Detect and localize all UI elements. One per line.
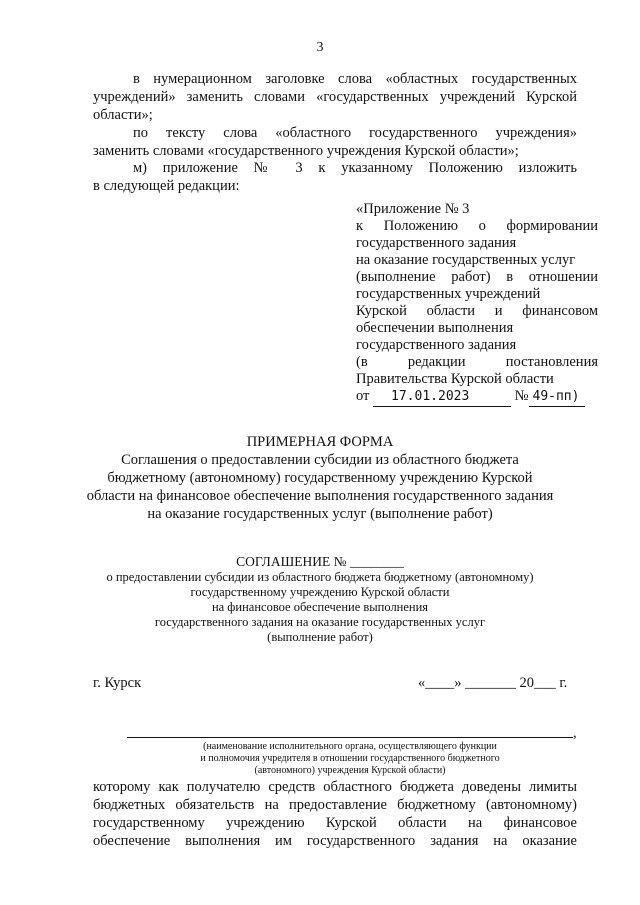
- from-label: от: [356, 388, 370, 404]
- city: г. Курск: [93, 675, 142, 691]
- intro-line: заменить словами «государственного учреждения Курской области»;: [93, 143, 519, 159]
- form-title-line: Соглашения о предоставлении субсидии из областного бюджета: [121, 452, 519, 468]
- body-line: обеспечение выполнения им государственного задания на оказание: [93, 833, 577, 849]
- intro-line: области»;: [93, 107, 153, 123]
- agreement-heading-row: [0, 554, 640, 570]
- agreement-line: государственного задания на оказание государственных услуг: [154, 615, 486, 629]
- form-title-line: на оказание государственных услуг (выполнение работ): [147, 506, 493, 522]
- body-line: государственному учреждению Курской области на финансовое: [93, 815, 577, 831]
- agreement-date: «____» _______ 20___ г.: [418, 675, 568, 691]
- intro-line: в следующей редакции:: [93, 178, 240, 194]
- form-heading: ПРИМЕРНАЯ ФОРМА: [246, 434, 394, 450]
- body-line: которому как получателю средств областного бюджета доведены лимиты: [93, 779, 577, 795]
- form-title-line: области на финансовое обеспечение выполнения государственного задания: [86, 488, 554, 504]
- appendix-line: Курской области и финансовом: [356, 303, 598, 319]
- agreement-heading: СОГЛАШЕНИЕ №: [236, 554, 347, 569]
- form-title-line: бюджетному (автономному) государственному учреждению Курской: [107, 470, 533, 486]
- intro-line: в нумерационном заголовке слова «областных государственных: [133, 71, 577, 87]
- authority-caption-line: и полномочия учредителя в отношении государственного бюджетного: [200, 753, 500, 764]
- appendix-line: (выполнение работ) в отношении: [356, 269, 598, 285]
- agreement-number-blank: ________: [349, 554, 404, 569]
- appendix-line: обеспечении выполнения: [356, 320, 514, 336]
- appendix-line: «Приложение № 3: [356, 201, 470, 217]
- body-line: бюджетных обязательств на предоставление бюджетному (автономному): [93, 797, 577, 813]
- intro-line: учреждений» заменить словами «государственных учреждений Курской: [93, 89, 577, 105]
- agreement-line: (выполнение работ): [267, 630, 373, 644]
- page-number: 3: [316, 40, 324, 55]
- appendix-line: государственного задания: [356, 337, 517, 353]
- agreement-line: на финансовое обеспечение выполнения: [211, 600, 429, 614]
- authority-caption-line: (автономного) учреждения Курской области): [254, 765, 446, 776]
- appendix-line: на оказание государственных услуг: [356, 252, 576, 268]
- number-label: №: [514, 388, 529, 404]
- appendix-line: Правительства Курской области: [356, 371, 554, 387]
- appendix-line: (в редакции постановления: [356, 354, 598, 370]
- agreement-line: о предоставлении субсидии из областного бюджета бюджетному (автономному): [106, 570, 534, 584]
- appendix-number: 49-пп): [529, 388, 585, 407]
- authority-caption-line: (наименование исполнительного органа, осуществляющего функции: [203, 741, 497, 752]
- appendix-signature-line: [356, 387, 606, 407]
- appendix-date: 17.01.2023: [373, 388, 511, 407]
- appendix-line: государственных учреждений: [356, 286, 541, 302]
- agreement-line: государственному учреждению Курской области: [190, 585, 450, 599]
- appendix-line: к Положению о формировании: [356, 218, 598, 234]
- authority-name-line: [127, 737, 573, 738]
- authority-comma: ,: [573, 725, 577, 741]
- appendix-line: государственного задания: [356, 235, 517, 251]
- intro-line: по тексту слова «областного государственного учреждения»: [133, 125, 577, 141]
- intro-line: м) приложение № 3 к указанному Положению изложить: [133, 160, 577, 176]
